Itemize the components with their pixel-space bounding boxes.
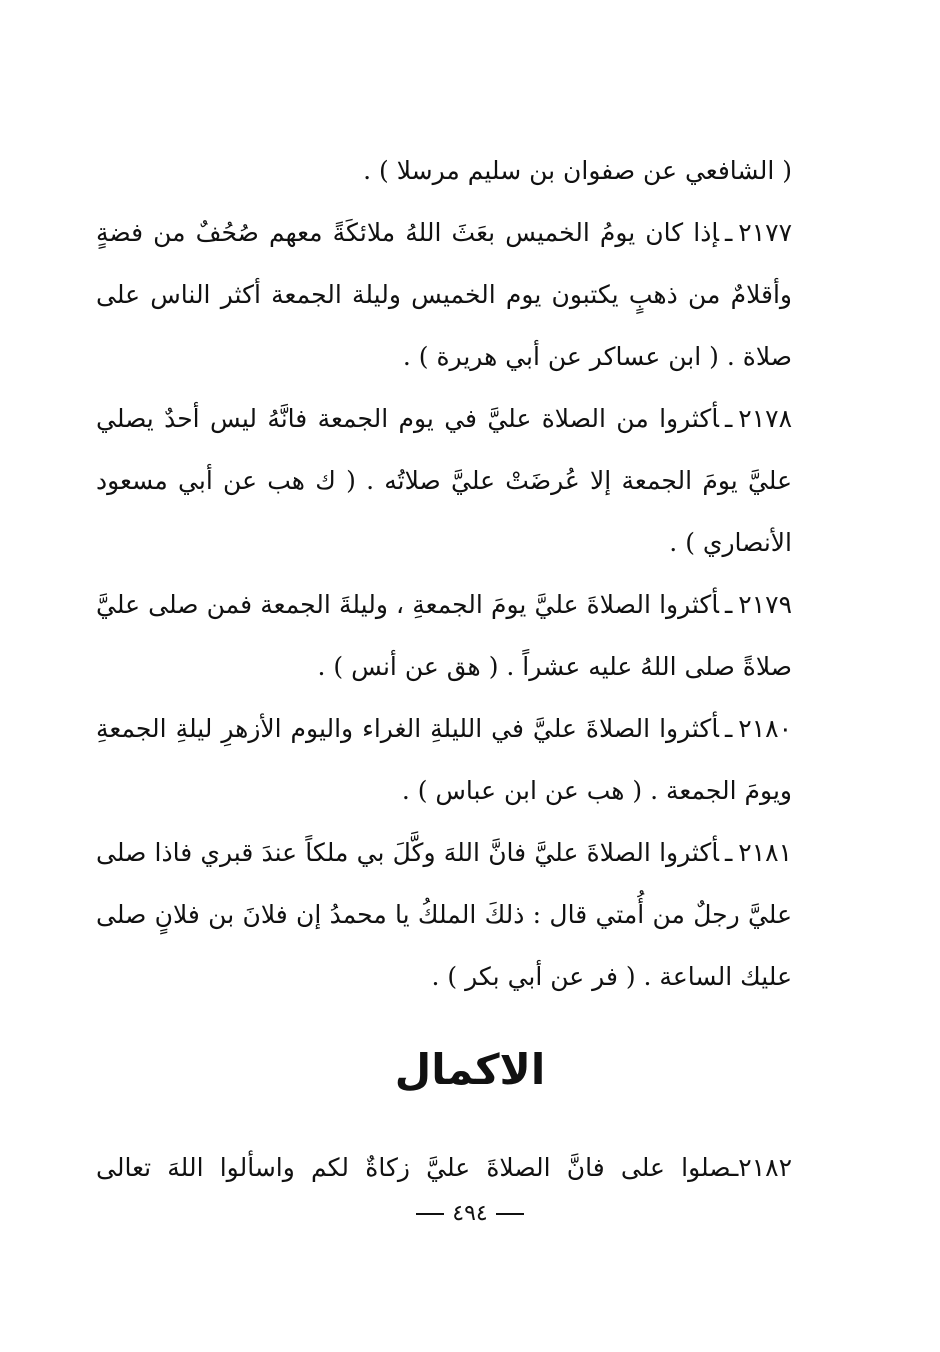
hadith-text: أكثروا الصلاةَ عليَّ يومَ الجمعةِ ، وليلةَ الجمعة فمن صلى عليَّ صلاةً صلى اللهُ عليه عشراً . ( هق عن أنس ) . (96, 590, 792, 681)
hadith-text: إذا كان يومُ الخميس بعَثَ اللهُ ملائكَةً معهم صُحُفٌ من فضةٍ وأقلامٌ من ذهبٍ يكتبون يوم الخميس وليلة الجمعة أكثر الناس على صلاة . ( ابن عساكر عن أبي هريرة ) . (96, 218, 792, 371)
hadith-number: ٢١٨١ (738, 838, 792, 867)
hadith-text: صلوا على فانَّ الصلاةَ عليَّ زكاةٌ لكم واسألوا اللهَ تعالى (96, 1153, 731, 1182)
hadith-2179 (96, 574, 792, 698)
main-text-block (96, 140, 792, 1008)
page-number: ٤٩٤ (452, 1201, 488, 1226)
dash-separator: ـ (724, 218, 733, 247)
hadith-number: ٢١٨٢ (738, 1153, 792, 1182)
dash-separator: ـ (730, 1153, 739, 1182)
dash-separator: ـ (724, 590, 733, 619)
page-number-rule-left (416, 1213, 444, 1215)
hadith-number: ٢١٧٨ (738, 404, 792, 433)
paragraph-source-note (96, 140, 792, 202)
hadith-2181 (96, 822, 792, 1008)
hadith-2182 (96, 1137, 792, 1199)
hadith-number: ٢١٧٧ (738, 218, 792, 247)
hadith-2178 (96, 388, 792, 574)
hadith-text: أكثروا الصلاةَ عليَّ في الليلةِ الغراء واليوم الأزهرِ ليلةِ الجمعةِ ويومَ الجمعة . ( هب عن ابن عباس ) . (96, 714, 792, 805)
page-number-rule-right (496, 1213, 524, 1215)
hadith-2180 (96, 698, 792, 822)
hadith-number: ٢١٨٠ (738, 714, 792, 743)
dash-separator: ـ (724, 838, 733, 867)
section-heading: الاكمال (394, 1045, 546, 1094)
dash-separator: ـ (724, 404, 733, 433)
hadith-2177 (96, 202, 792, 388)
hadith-number: ٢١٧٩ (738, 590, 792, 619)
dash-separator: ـ (724, 714, 733, 743)
paragraph-text: ( الشافعي عن صفوان بن سليم مرسلا ) . (363, 156, 792, 185)
hadith-text: أكثروا الصلاةَ عليَّ فانَّ اللهَ وكَّلَ بي ملكاً عندَ قبري فاذا صلى عليَّ رجلٌ من أُمتي قال : ذلكَ الملكُ يا محمدُ إن فلانَ بن فلانٍ صلى عليك الساعة . ( فر عن أبي بكر ) . (96, 838, 792, 991)
hadith-text: أكثروا من الصلاة عليَّ في يوم الجمعة فانَّهُ ليس أحدٌ يصلي عليَّ يومَ الجمعة إلا عُرضَتْ عليَّ صلاتُه . ( ك هب عن أبي مسعود الأنصاري ) . (96, 404, 792, 557)
page-number-footer (0, 1194, 940, 1234)
